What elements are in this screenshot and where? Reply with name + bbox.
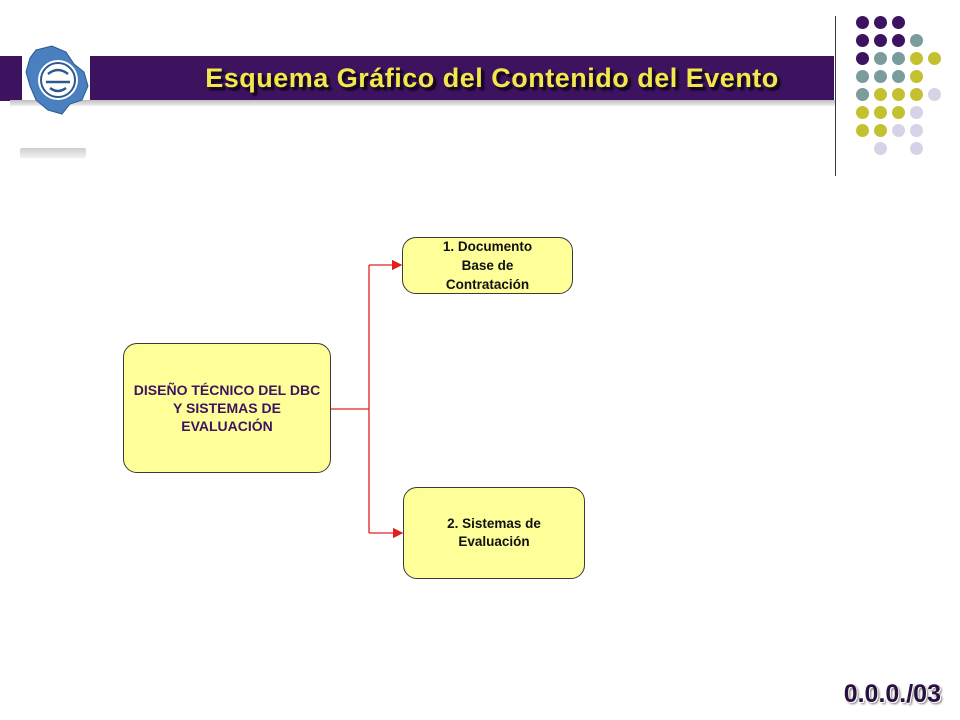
- diagram-root-node: DISEÑO TÉCNICO DEL DBC Y SISTEMAS DE EVALUACIÓN: [123, 343, 331, 473]
- page-title: Esquema Gráfico del Contenido del Evento: [205, 63, 779, 93]
- slide-code: 0.0.0./03: [843, 680, 941, 708]
- diagram-node-sistemas-evaluacion: 2. Sistemas de Evaluación: [403, 487, 585, 579]
- diagram-node-documento-base: 1. Documento Base de Contratación: [402, 237, 573, 294]
